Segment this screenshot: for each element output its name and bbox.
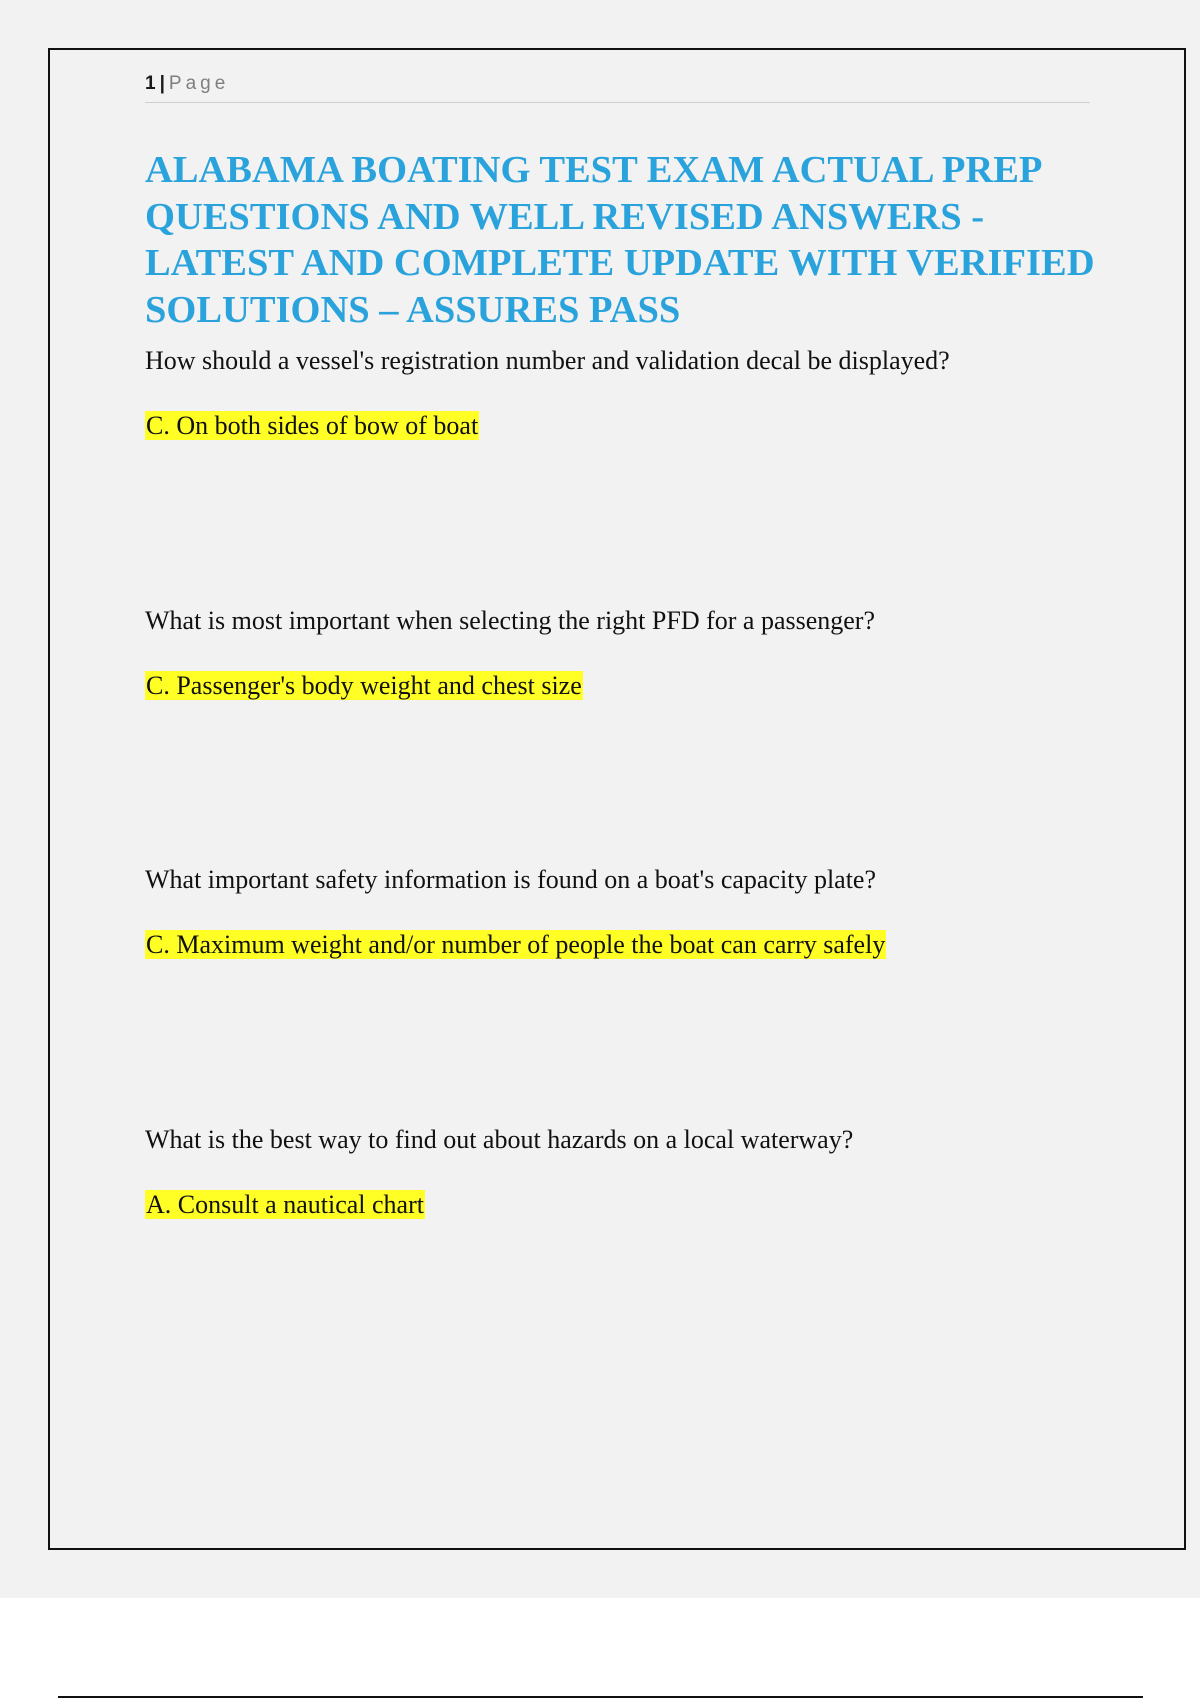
- highlighted-answer: A. Consult a nautical chart: [146, 1190, 424, 1219]
- question-block-2: [145, 604, 1105, 703]
- next-page-top-rule: [58, 1696, 1143, 1698]
- question-block-3: [145, 863, 1105, 962]
- answer-line: [145, 1188, 1105, 1222]
- question-block-1: [145, 344, 1105, 443]
- answer-line: [145, 928, 1105, 962]
- page-header: [145, 72, 1090, 103]
- question-text: What is most important when selecting the right PFD for a passenger?: [145, 606, 876, 635]
- highlighted-answer: C. Maximum weight and/or number of people the boat can carry safely: [146, 930, 886, 959]
- question-text: What important safety information is found on a boat's capacity plate?: [145, 865, 877, 894]
- page-number: 1: [145, 73, 156, 94]
- highlighted-answer: C. Passenger's body weight and chest size: [146, 671, 582, 700]
- page-separator: |: [159, 73, 165, 94]
- page-label: Page: [168, 73, 230, 94]
- question-block-4: [145, 1123, 1105, 1222]
- question-text: What is the best way to find out about hazards on a local waterway?: [145, 1125, 854, 1154]
- highlighted-answer: C. On both sides of bow of boat: [146, 411, 479, 440]
- question-text: How should a vessel's registration number and validation decal be displayed?: [145, 346, 950, 375]
- answer-line: [145, 669, 1105, 703]
- document-title: ALABAMA BOATING TEST EXAM ACTUAL PREP QUESTIONS AND WELL REVISED ANSWERS - LATEST AND COMPLETE UPDATE WITH VERIFIED SOLUTIONS – ASSURES PASS: [145, 149, 1095, 331]
- answer-line: [145, 409, 1105, 443]
